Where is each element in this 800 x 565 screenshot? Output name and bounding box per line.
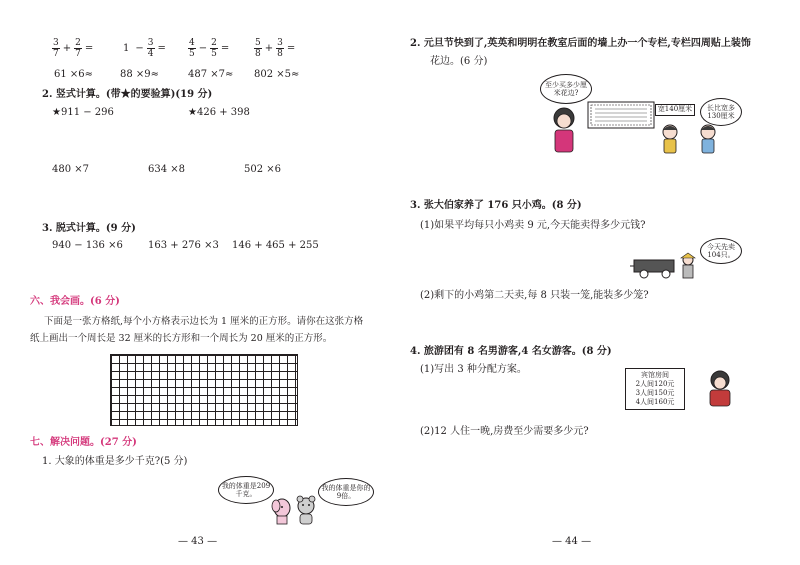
question-text: (2)12 人住一晚,房费至少需要多少元? [420,426,589,437]
fraction-problem-3: $\frac{4}{5}$ − $\frac{2}{5}$ = [189,38,230,59]
page-number: — 44 — [552,536,592,547]
fraction-problem-4: $\frac{5}{8}$ + $\frac{3}{8}$ = [255,38,296,59]
vertical-calc-problem: 634 ×8 [148,164,186,175]
speech-bubble-boy: 长比宽多130厘米 [700,98,742,126]
question-title: 4. 旅游团有 8 名男游客,4 名女游客。(8 分) [410,346,612,357]
estimate-problem: 88 ×9≈ [120,69,160,80]
fraction-problem-2: 1 − $\frac{3}{4}$ = [123,38,166,59]
hotel-room-price: 4人间160元 [635,398,675,406]
vertical-calc-problem: ★911 − 296 [52,107,114,118]
boys-illustration [658,120,728,158]
width-label: 宽140厘米 [655,104,695,116]
page-number: — 43 — [178,536,218,547]
section-title: 六、我会画。(6 分) [30,296,120,307]
speech-bubble-elephant: 我的体重是209千克。 [218,476,274,504]
question-title: 3. 张大伯家养了 176 只小鸡。(8 分) [410,200,582,211]
question-title: 2. 竖式计算。(带★的要验算)(19 分) [42,89,213,100]
estimate-problem: 487 ×7≈ [188,69,234,80]
question-title: 2. 元旦节快到了,英英和明明在教室后面的墙上办一个专栏,专栏四周贴上装饰 [410,38,751,49]
hotel-room-price: 2人间120元 [635,380,675,388]
clerk-icon [710,371,730,406]
farmer-cart-illustration [630,252,708,280]
question-title: 1. 大象的体重是多少千克?(5 分) [42,456,188,467]
speech-bubble-girl: 至少买多少厘米花边? [540,74,592,104]
mixed-calc-problem: 146 + 465 + 255 [232,240,319,251]
vertical-calc-problem: ★426 + 398 [188,107,250,118]
speech-bubble-farmer: 今天先卖104只。 [700,238,742,264]
question-text: (2)剩下的小鸡第二天卖,每 8 只装一笼,能装多少笼? [420,290,649,301]
section-title: 七、解决问题。(27 分) [30,437,137,448]
mixed-calc-problem: 163 + 276 ×3 [148,240,219,251]
question-title: 3. 脱式计算。(9 分) [42,223,136,234]
bear-icon [297,496,315,524]
hotel-clerk-illustration [700,368,740,408]
grid-paper[interactable] [110,354,298,426]
fraction: $\frac{5}{8}$ [255,38,261,59]
elephant-bear-illustration [268,492,324,526]
fraction: $\frac{3}{8}$ [277,38,283,59]
vertical-calc-problem: 502 ×6 [244,164,282,175]
mixed-calc-problem: 940 − 136 ×6 [52,240,123,251]
vertical-calc-problem: 480 ×7 [52,164,90,175]
fraction: $\frac{2}{5}$ [211,38,217,59]
fraction: $\frac{4}{5}$ [189,38,195,59]
hotel-room-price: 3人间150元 [635,389,675,397]
girl-icon [554,108,574,152]
fraction: $\frac{2}{7}$ [75,38,81,59]
fraction: $\frac{3}{4}$ [147,38,154,59]
hotel-price-board [625,368,685,410]
boy-icon [663,125,677,153]
question-text: (1)如果平均每只小鸡卖 9 元,今天能卖得多少元钱? [420,220,646,231]
fraction: $\frac{3}{7}$ [53,38,59,59]
question-text: 花边。(6 分) [430,56,488,67]
cart-icon [630,260,674,278]
section-text: 下面是一张方格纸,每个小方格表示边长为 1 厘米的正方形。请你在这张方格 [44,316,364,327]
section-text: 纸上画出一个周长是 32 厘米的长方形和一个周长为 20 厘米的正方形。 [30,333,333,344]
boy-icon [701,125,715,153]
fraction-problem-1: $\frac{3}{7}$ + $\frac{2}{7}$ = [53,38,94,59]
farmer-icon [681,253,695,278]
elephant-icon [272,499,290,524]
question-text: (1)写出 3 种分配方案。 [420,364,527,375]
hotel-board-title: 宾馆房间 [641,371,669,379]
estimate-problem: 802 ×5≈ [254,69,300,80]
speech-bubble-bear: 我的体重是你的9倍。 [318,478,374,506]
bulletin-board-illustration [542,96,662,156]
estimate-problem: 61 ×6≈ [54,69,94,80]
